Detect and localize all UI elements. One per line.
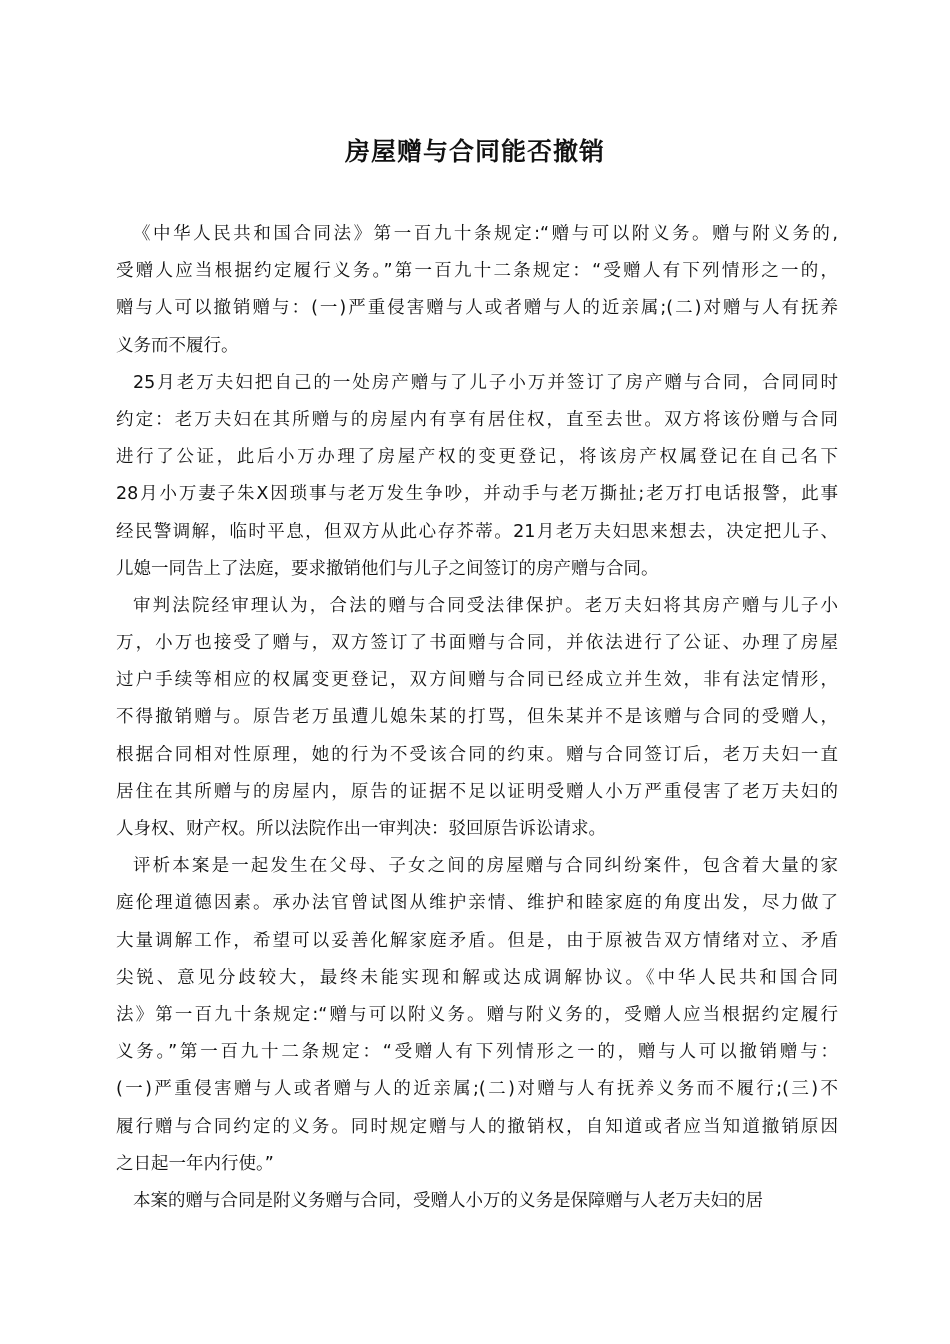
paragraph-line: 义务。”第一百九十二条规定：“受赠人有下列情形之一的，赠与人可以撤销赠与： (116, 1042, 838, 1063)
paragraph-line: 25月老万夫妇把自己的一处房产赠与了儿子小万并签订了房产赠与合同，合同同时 (133, 372, 838, 393)
paragraph-line: 评析本案是一起发生在父母、子女之间的房屋赠与合同纠纷案件，包含着大量的家 (133, 856, 838, 877)
paragraph-line: 根据合同相对性原理，她的行为不受该合同的约束。赠与合同签订后，老万夫妇一直 (116, 744, 838, 765)
paragraph (116, 1183, 838, 1220)
paragraph-line: 进行了公证，此后小万办理了房屋产权的变更登记，将该房产权属登记在自己名下 (116, 447, 838, 468)
paragraph-line: 约定：老万夫妇在其所赠与的房屋内有享有居住权，直至去世。双方将该份赠与合同 (116, 409, 838, 430)
paragraph-line: 过户手续等相应的权属变更登记，双方间赠与合同已经成立并生效，非有法定情形， (116, 670, 838, 691)
paragraph-line: 《中华人民共和国合同法》第一百九十条规定:“赠与可以附义务。赠与附义务的, (133, 224, 838, 244)
paragraph-line: 庭伦理道德因素。承办法官曾试图从维护亲情、维护和睦家庭的角度出发，尽力做了 (116, 893, 838, 914)
paragraph-line: 万，小万也接受了赠与，双方签订了书面赠与合同，并依法进行了公证、办理了房屋 (116, 633, 838, 654)
paragraph (116, 848, 838, 1183)
paragraph-line: 赠与人可以撤销赠与：(一)严重侵害赠与人或者赠与人的近亲属;(二)对赠与人有抚养 (116, 298, 838, 319)
paragraph-line: 受赠人应当根据约定履行义务。”第一百九十二条规定：“受赠人有下列情形之一的， (116, 261, 838, 282)
paragraph-line: 尖锐、意见分歧较大，最终未能实现和解或达成调解协议。《中华人民共和国合同 (116, 967, 838, 988)
paragraph-line: 28月小万妻子朱X因琐事与老万发生争吵，并动手与老万撕扯;老万打电话报警，此事 (116, 484, 838, 505)
paragraph-line: 义务而不履行。 (116, 335, 239, 356)
document-title: 房屋赠与合同能否撤销 (344, 137, 605, 166)
paragraph (116, 216, 838, 365)
paragraph-line: 经民警调解，临时平息，但双方从此心存芥蒂。21月老万夫妇思来想去，决定把儿子、 (116, 521, 838, 542)
paragraph-line: 居住在其所赠与的房屋内，原告的证据不足以证明受赠人小万严重侵害了老万夫妇的 (116, 781, 838, 802)
paragraph-line: 审判法院经审理认为，合法的赠与合同受法律保护。老万夫妇将其房产赠与儿子小 (133, 595, 838, 616)
paragraph (116, 588, 838, 848)
paragraph-line: 履行赠与合同约定的义务。同时规定赠与人的撤销权，自知道或者应当知道撤销原因 (116, 1116, 838, 1137)
paragraph-line: 儿媳一同告上了法庭，要求撤销他们与儿子之间签订的房产赠与合同。 (116, 558, 659, 579)
paragraph-line: 本案的赠与合同是附义务赠与合同，受赠人小万的义务是保障赠与人老万夫妇的居 (133, 1190, 763, 1211)
paragraph-line: 法》第一百九十条规定:“赠与可以附义务。赠与附义务的，受赠人应当根据约定履行 (116, 1004, 838, 1025)
paragraph-line: 大量调解工作，希望可以妥善化解家庭矛盾。但是，由于原被告双方情绪对立、矛盾 (116, 930, 838, 951)
paragraph-line: 之日起一年内行使。” (116, 1153, 274, 1174)
document-body (116, 216, 838, 1220)
paragraph-line: 不得撤销赠与。原告老万虽遭儿媳朱某的打骂，但朱某并不是该赠与合同的受赠人， (116, 707, 838, 728)
paragraph-line: (一)严重侵害赠与人或者赠与人的近亲属;(二)对赠与人有抚养义务而不履行;(三)不 (116, 1079, 838, 1100)
paragraph-line: 人身权、财产权。所以法院作出一审判决：驳回原告诉讼请求。 (116, 819, 606, 839)
paragraph (116, 365, 838, 588)
